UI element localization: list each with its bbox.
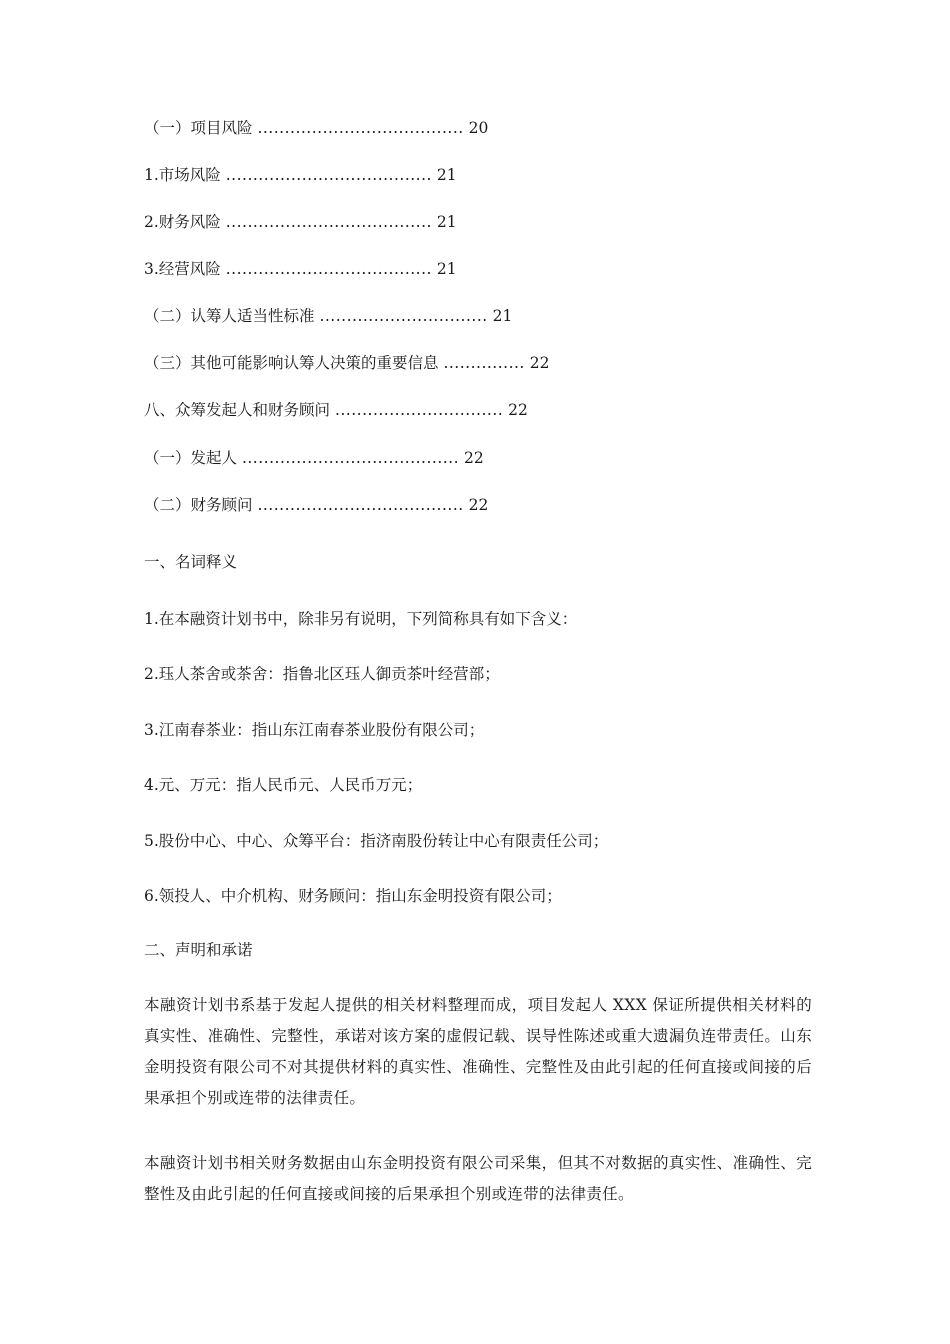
toc-entry-dots: ...................................... <box>257 119 464 137</box>
toc-entry <box>144 165 457 185</box>
toc-entry-label: 2.财务风险 <box>144 213 221 231</box>
toc-entry-dots: ........................................ <box>241 449 460 467</box>
section-heading-statement: 二、声明和承诺 <box>144 941 253 959</box>
section-heading-definitions: 一、名词释义 <box>144 553 238 571</box>
toc-entry-page: 20 <box>468 119 489 137</box>
toc-entry-label: （一）项目风险 <box>144 119 253 137</box>
toc-entry-page: 21 <box>436 213 457 231</box>
toc-entry-page: 21 <box>492 307 513 325</box>
toc-entry-page: 22 <box>508 401 528 419</box>
toc-entry-page: 22 <box>463 449 484 467</box>
toc-entry-label: （三）其他可能影响认筹人决策的重要信息 <box>144 354 439 372</box>
toc-entry-page: 21 <box>436 260 457 278</box>
toc-entry-page: 22 <box>468 496 489 514</box>
toc-entry <box>144 495 488 515</box>
toc-entry <box>144 306 512 326</box>
toc-entry-dots: ............... <box>443 354 525 372</box>
toc-entry-page: 22 <box>529 354 550 372</box>
statement-paragraph: 本融资计划书系基于发起人提供的相关材料整理而成，项目发起人 XXX 保证所提供相关材料的真实性、准确性、完整性，承诺对该方案的虚假记载、误导性陈述或重大遗漏负连带责任。山东金明投资有限公司不对其提供材料的真实性、准确性、完整性及由此引起的任何直接或间接的后果承担个别或连带的法律责任。 <box>144 996 812 1107</box>
toc-entry-dots: ............................... <box>319 307 488 325</box>
definition-item: 6.领投人、中介机构、财务顾问：指山东金明投资有限公司； <box>144 887 562 905</box>
toc-entry <box>144 212 457 232</box>
statement-paragraph: 本融资计划书相关财务数据由山东金明投资有限公司采集，但其不对数据的真实性、准确性、完整性及由此引起的任何直接或间接的后果承担个别或连带的法律责任。 <box>144 1154 812 1203</box>
toc-entry-label: （一）发起人 <box>144 449 238 467</box>
toc-entry <box>144 118 488 138</box>
definition-item: 1.在本融资计划书中，除非另有说明，下列简称具有如下含义： <box>144 610 578 628</box>
toc-entry-dots: ...................................... <box>257 496 464 514</box>
toc-entry <box>144 448 484 468</box>
toc-entry-label: （二）财务顾问 <box>144 496 253 514</box>
definition-item: 2.珏人茶舍或茶舍：指鲁北区珏人御贡茶叶经营部； <box>144 665 500 683</box>
toc-entry-label: 1.市场风险 <box>144 166 221 184</box>
toc-entry <box>144 400 528 420</box>
toc-entry-dots: ............................... <box>334 401 504 419</box>
toc-entry-dots: ...................................... <box>225 213 432 231</box>
definition-item: 3.江南春茶业：指山东江南春茶业股份有限公司； <box>144 721 485 739</box>
toc-entry-dots: ...................................... <box>225 166 432 184</box>
toc-entry <box>144 259 457 279</box>
definition-item: 4.元、万元：指人民币元、人民币万元； <box>144 776 423 794</box>
toc-entry <box>144 353 550 373</box>
toc-entry-label: 八、众筹发起人和财务顾问 <box>144 401 331 419</box>
toc-entry-label: 3.经营风险 <box>144 260 221 278</box>
toc-entry-label: （二）认筹人适当性标准 <box>144 307 315 325</box>
toc-entry-page: 21 <box>436 166 457 184</box>
definition-item: 5.股份中心、中心、众筹平台：指济南股份转让中心有限责任公司； <box>144 832 609 850</box>
toc-entry-dots: ...................................... <box>225 260 432 278</box>
